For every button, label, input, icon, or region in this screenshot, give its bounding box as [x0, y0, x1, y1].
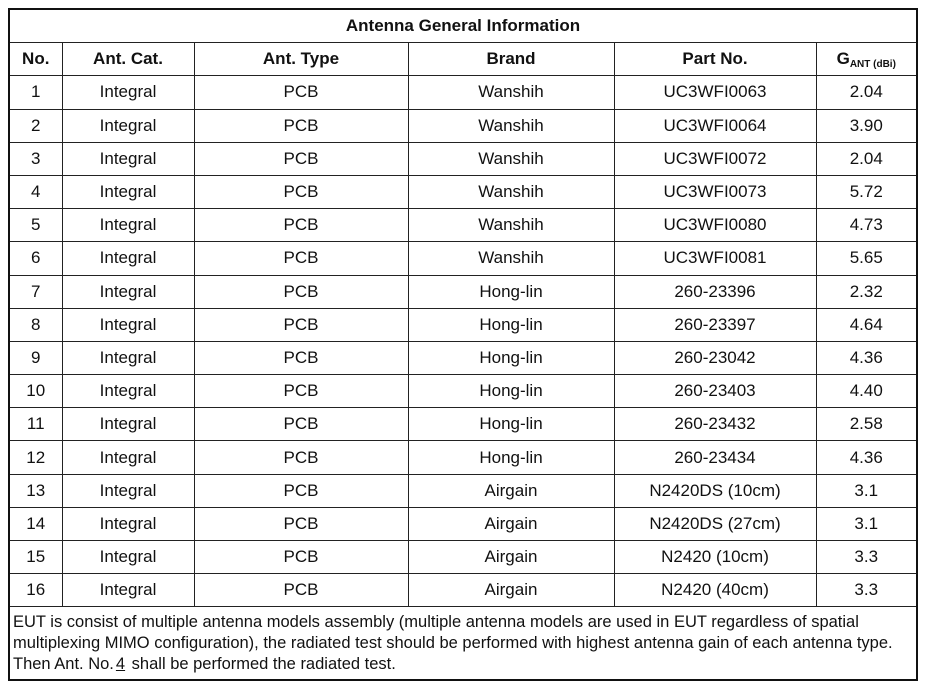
- selected-antenna-number: 4: [115, 655, 126, 674]
- cell-part-no: 260-23397: [614, 308, 816, 341]
- table-row: [9, 507, 917, 540]
- cell-part-no: UC3WFI0063: [614, 76, 816, 109]
- cell-gain: 2.04: [816, 142, 917, 175]
- table-row: [9, 242, 917, 275]
- table-row: [9, 76, 917, 109]
- table-row: [9, 574, 917, 607]
- table-row: [9, 375, 917, 408]
- cell-ant-type: PCB: [194, 175, 408, 208]
- cell-brand: Hong-lin: [408, 341, 614, 374]
- cell-part-no: UC3WFI0081: [614, 242, 816, 275]
- cell-ant-cat: Integral: [62, 408, 194, 441]
- table-row: [9, 441, 917, 474]
- table-title: Antenna General Information: [9, 9, 917, 43]
- cell-gain: 2.58: [816, 408, 917, 441]
- cell-part-no: UC3WFI0072: [614, 142, 816, 175]
- note-row: [9, 607, 917, 681]
- cell-part-no: 260-23403: [614, 375, 816, 408]
- cell-ant-type: PCB: [194, 76, 408, 109]
- table-body: [9, 76, 917, 607]
- cell-gain: 4.40: [816, 375, 917, 408]
- cell-brand: Hong-lin: [408, 441, 614, 474]
- cell-ant-type: PCB: [194, 541, 408, 574]
- cell-gain: 3.1: [816, 474, 917, 507]
- cell-ant-type: PCB: [194, 408, 408, 441]
- cell-no: 14: [9, 507, 62, 540]
- cell-brand: Wanshih: [408, 209, 614, 242]
- cell-brand: Airgain: [408, 541, 614, 574]
- table-row: [9, 308, 917, 341]
- cell-no: 4: [9, 175, 62, 208]
- cell-no: 12: [9, 441, 62, 474]
- cell-part-no: UC3WFI0073: [614, 175, 816, 208]
- cell-ant-type: PCB: [194, 441, 408, 474]
- cell-no: 8: [9, 308, 62, 341]
- note-cell: [9, 607, 917, 681]
- cell-gain: 2.32: [816, 275, 917, 308]
- antenna-info-table: [8, 8, 918, 681]
- cell-brand: Wanshih: [408, 142, 614, 175]
- col-header-no: No.: [9, 43, 62, 76]
- cell-gain: 5.72: [816, 175, 917, 208]
- cell-ant-cat: Integral: [62, 142, 194, 175]
- cell-gain: 4.64: [816, 308, 917, 341]
- cell-no: 3: [9, 142, 62, 175]
- cell-part-no: N2420 (10cm): [614, 541, 816, 574]
- note-text-end: shall be performed the radiated test.: [127, 655, 396, 674]
- cell-ant-type: PCB: [194, 375, 408, 408]
- cell-ant-cat: Integral: [62, 109, 194, 142]
- cell-part-no: N2420DS (27cm): [614, 507, 816, 540]
- table-row: [9, 541, 917, 574]
- cell-part-no: 260-23042: [614, 341, 816, 374]
- cell-no: 16: [9, 574, 62, 607]
- col-header-gain: [816, 43, 917, 76]
- cell-part-no: 260-23396: [614, 275, 816, 308]
- col-header-ant-type: Ant. Type: [194, 43, 408, 76]
- table-header-row: [9, 43, 917, 76]
- cell-ant-type: PCB: [194, 474, 408, 507]
- cell-ant-type: PCB: [194, 209, 408, 242]
- cell-brand: Hong-lin: [408, 308, 614, 341]
- cell-part-no: UC3WFI0064: [614, 109, 816, 142]
- antenna-info-document: [8, 8, 916, 681]
- cell-brand: Wanshih: [408, 76, 614, 109]
- cell-ant-cat: Integral: [62, 341, 194, 374]
- cell-ant-cat: Integral: [62, 574, 194, 607]
- cell-no: 9: [9, 341, 62, 374]
- cell-brand: Airgain: [408, 574, 614, 607]
- table-row: [9, 142, 917, 175]
- cell-ant-cat: Integral: [62, 375, 194, 408]
- cell-gain: 3.1: [816, 507, 917, 540]
- cell-gain: 3.3: [816, 541, 917, 574]
- cell-no: 10: [9, 375, 62, 408]
- table-row: [9, 175, 917, 208]
- table-title-row: [9, 9, 917, 43]
- cell-ant-cat: Integral: [62, 541, 194, 574]
- cell-gain: 3.3: [816, 574, 917, 607]
- gain-subscript: ANT (dBi): [849, 59, 896, 71]
- cell-ant-type: PCB: [194, 242, 408, 275]
- cell-ant-cat: Integral: [62, 507, 194, 540]
- note-text: EUT is consist of multiple antenna models assembly (multiple antenna models are used in EUT regardless of spatial multiplexing MIMO configuration), the radiated test should be performed with highest antenna gain of each antenna type. Then Ant. No.: [13, 613, 893, 674]
- cell-ant-type: PCB: [194, 308, 408, 341]
- cell-ant-cat: Integral: [62, 76, 194, 109]
- cell-no: 2: [9, 109, 62, 142]
- cell-no: 5: [9, 209, 62, 242]
- table-row: [9, 109, 917, 142]
- cell-ant-type: PCB: [194, 142, 408, 175]
- cell-gain: 2.04: [816, 76, 917, 109]
- table-row: [9, 275, 917, 308]
- cell-no: 11: [9, 408, 62, 441]
- cell-ant-type: PCB: [194, 341, 408, 374]
- cell-ant-cat: Integral: [62, 209, 194, 242]
- cell-brand: Airgain: [408, 507, 614, 540]
- cell-part-no: N2420 (40cm): [614, 574, 816, 607]
- cell-ant-type: PCB: [194, 574, 408, 607]
- cell-ant-type: PCB: [194, 507, 408, 540]
- cell-brand: Wanshih: [408, 175, 614, 208]
- cell-part-no: 260-23432: [614, 408, 816, 441]
- cell-ant-type: PCB: [194, 109, 408, 142]
- table-row: [9, 209, 917, 242]
- cell-brand: Wanshih: [408, 109, 614, 142]
- cell-ant-type: PCB: [194, 275, 408, 308]
- cell-ant-cat: Integral: [62, 242, 194, 275]
- cell-ant-cat: Integral: [62, 308, 194, 341]
- cell-gain: 4.36: [816, 341, 917, 374]
- cell-ant-cat: Integral: [62, 275, 194, 308]
- cell-gain: 4.36: [816, 441, 917, 474]
- cell-brand: Wanshih: [408, 242, 614, 275]
- cell-brand: Hong-lin: [408, 408, 614, 441]
- cell-part-no: N2420DS (10cm): [614, 474, 816, 507]
- cell-ant-cat: Integral: [62, 441, 194, 474]
- cell-no: 7: [9, 275, 62, 308]
- col-header-brand: Brand: [408, 43, 614, 76]
- table-row: [9, 341, 917, 374]
- cell-brand: Hong-lin: [408, 375, 614, 408]
- cell-part-no: UC3WFI0080: [614, 209, 816, 242]
- col-header-part-no: Part No.: [614, 43, 816, 76]
- cell-no: 6: [9, 242, 62, 275]
- cell-no: 15: [9, 541, 62, 574]
- col-header-ant-cat: Ant. Cat.: [62, 43, 194, 76]
- table-row: [9, 408, 917, 441]
- cell-part-no: 260-23434: [614, 441, 816, 474]
- cell-brand: Hong-lin: [408, 275, 614, 308]
- cell-no: 1: [9, 76, 62, 109]
- cell-no: 13: [9, 474, 62, 507]
- cell-gain: 4.73: [816, 209, 917, 242]
- cell-gain: 3.90: [816, 109, 917, 142]
- cell-gain: 5.65: [816, 242, 917, 275]
- gain-symbol: G: [836, 49, 850, 69]
- cell-ant-cat: Integral: [62, 175, 194, 208]
- table-row: [9, 474, 917, 507]
- cell-ant-cat: Integral: [62, 474, 194, 507]
- cell-brand: Airgain: [408, 474, 614, 507]
